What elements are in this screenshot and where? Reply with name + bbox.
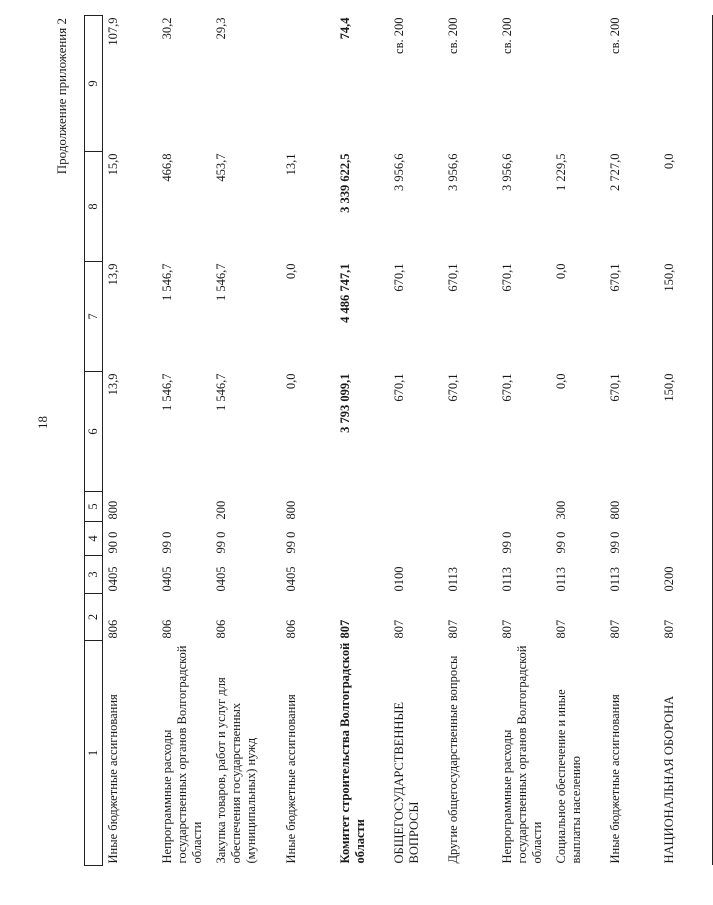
value-col6: 670,1 — [607, 373, 622, 402]
row-name: Комитет строительства Волгоградской области — [337, 642, 367, 864]
table-row — [281, 16, 335, 866]
header-cell: 5 — [85, 492, 103, 522]
ved-code: 807 — [391, 619, 406, 639]
target-code — [335, 522, 389, 556]
target-code — [443, 522, 497, 556]
ved-code: 807 — [553, 619, 568, 639]
section-code: 0200 — [659, 556, 713, 594]
value-col6: 1 546,7 — [213, 373, 228, 411]
table-row — [335, 16, 389, 866]
header-row — [85, 16, 103, 866]
table-row — [157, 16, 211, 866]
ved-code: 806 — [283, 619, 298, 639]
section-code: 0405 — [283, 566, 298, 592]
page-number: 18 — [35, 416, 50, 429]
section-code: 0100 — [391, 566, 406, 592]
value-col8: 466,8 — [159, 153, 174, 182]
value-col6: 0,0 — [283, 373, 298, 390]
value-col6: 150,0 — [659, 372, 713, 492]
value-col7: 670,1 — [391, 263, 406, 292]
row-name: Социальное обеспечение и иные выплаты населению — [553, 689, 583, 864]
row-name: Иные бюджетные ассигнования — [283, 694, 298, 864]
target-code — [389, 522, 443, 556]
row-name: Иные бюджетные ассигнования — [607, 694, 622, 864]
expense-type — [335, 492, 389, 522]
table-row — [389, 16, 443, 866]
row-name: Непрограммные расходы государственных органов Волгоградской области — [499, 645, 544, 864]
section-code: 0113 — [445, 566, 460, 592]
value-col6: 1 546,7 — [159, 373, 174, 411]
value-col9: св. 200 — [607, 17, 622, 54]
expense-type — [443, 492, 497, 522]
value-col7: 150,0 — [659, 262, 713, 372]
ved-code: 807 — [445, 619, 460, 639]
header-cell: 2 — [85, 594, 103, 641]
row-name: Закупка товаров, работ и услуг для обеспечения государственных (муниципальных) нужд — [213, 677, 258, 864]
target-code: 99 0 — [283, 531, 298, 554]
value-col7: 0,0 — [553, 263, 568, 280]
expense-type: 800 — [106, 500, 120, 520]
row-name: ОБЩЕГОСУДАРСТВЕННЫЕ ВОПРОСЫ — [391, 702, 421, 864]
value-col6: 0,0 — [553, 373, 568, 390]
ved-code: 807 — [659, 594, 713, 641]
value-col9: св. 200 — [391, 17, 406, 54]
section-code: 0405 — [159, 566, 174, 592]
table-row — [103, 16, 157, 866]
section-code: 0113 — [499, 566, 514, 592]
header-cell: 3 — [85, 556, 103, 594]
rotated-table-area — [54, 16, 676, 866]
ved-code: 806 — [159, 619, 174, 639]
ved-code: 807 — [607, 619, 622, 639]
budget-table — [84, 15, 713, 866]
value-col9: св. 200 — [445, 17, 460, 54]
header-cell: 1 — [85, 641, 103, 866]
ved-code: 807 — [499, 619, 514, 639]
value-col9: св. 200 — [499, 17, 514, 54]
value-col8: 453,7 — [213, 153, 228, 182]
value-col8: 1 229,5 — [553, 153, 568, 191]
value-col6: 670,1 — [391, 373, 406, 402]
expense-type: 800 — [607, 500, 622, 520]
expense-type — [157, 492, 211, 522]
value-col9 — [659, 16, 713, 152]
target-code: 99 0 — [213, 531, 228, 554]
value-col8: 3 956,6 — [499, 153, 514, 191]
header-cell: 7 — [85, 262, 103, 372]
expense-type: 200 — [213, 500, 228, 520]
value-col8: 13,1 — [283, 153, 298, 176]
expense-type — [497, 492, 551, 522]
expense-type — [389, 492, 443, 522]
value-col9: 29,3 — [213, 17, 228, 40]
value-col7: 670,1 — [445, 263, 460, 292]
row-name: Непрограммные расходы государственных органов Волгоградской области — [159, 645, 204, 864]
value-col7: 4 486 747,1 — [337, 263, 352, 323]
table-row — [443, 16, 497, 866]
section-code — [335, 556, 389, 594]
ved-code: 806 — [213, 619, 228, 639]
section-code: 0405 — [213, 566, 228, 592]
target-code: 99 0 — [607, 531, 622, 554]
value-col6: 670,1 — [445, 373, 460, 402]
expense-type: 300 — [553, 500, 568, 520]
value-col9 — [551, 16, 605, 152]
table-row — [497, 16, 551, 866]
row-name: Иные бюджетные ассигнования — [106, 694, 120, 864]
value-col9: 107,9 — [106, 17, 120, 46]
target-code: 99 0 — [159, 531, 174, 554]
value-col6: 3 793 099,1 — [337, 373, 352, 433]
value-col7: 0,0 — [283, 263, 298, 280]
section-code: 0113 — [553, 566, 568, 592]
value-col8: 0,0 — [659, 152, 713, 262]
value-col9: 74,4 — [337, 17, 352, 40]
row-name: Другие общегосударственные вопросы — [445, 655, 460, 864]
ved-code: 806 — [106, 619, 120, 639]
expense-type — [659, 492, 713, 522]
target-code: 99 0 — [499, 531, 514, 554]
value-col7: 1 546,7 — [159, 263, 174, 301]
expense-type: 800 — [283, 500, 298, 520]
header-cell: 8 — [85, 152, 103, 262]
table-row — [551, 16, 605, 866]
section-code: 0405 — [106, 566, 120, 592]
value-col7: 670,1 — [499, 263, 514, 292]
row-name: НАЦИОНАЛЬНАЯ ОБОРОНА — [659, 641, 713, 866]
value-col7: 13,9 — [106, 263, 120, 286]
header-cell: 9 — [85, 16, 103, 152]
table-row — [659, 16, 713, 866]
table-row — [605, 16, 659, 866]
value-col9 — [281, 16, 335, 152]
value-col6: 13,9 — [106, 373, 120, 396]
value-col7: 670,1 — [607, 263, 622, 292]
value-col8: 15,0 — [106, 153, 120, 176]
value-col7: 1 546,7 — [213, 263, 228, 301]
value-col6: 670,1 — [499, 373, 514, 402]
table-row — [211, 16, 281, 866]
target-code: 99 0 — [553, 531, 568, 554]
value-col8: 3 339 622,5 — [337, 153, 352, 213]
header-cell: 4 — [85, 522, 103, 556]
ved-code: 807 — [337, 619, 352, 639]
header-cell: 6 — [85, 372, 103, 492]
continuation-label: Продолжение приложения 2 — [54, 18, 69, 175]
section-code: 0113 — [607, 566, 622, 592]
value-col9: 30,2 — [159, 17, 174, 40]
target-code — [659, 522, 713, 556]
value-col8: 2 727,0 — [607, 153, 622, 191]
value-col8: 3 956,6 — [445, 153, 460, 191]
value-col8: 3 956,6 — [391, 153, 406, 191]
target-code: 90 0 — [106, 531, 120, 554]
